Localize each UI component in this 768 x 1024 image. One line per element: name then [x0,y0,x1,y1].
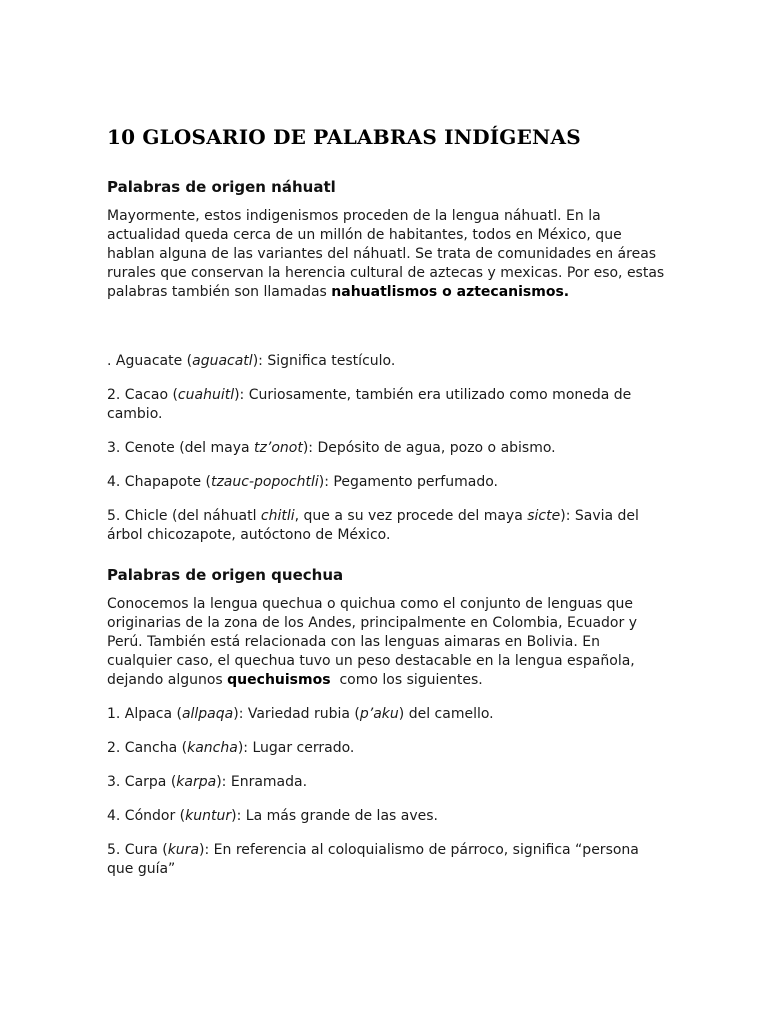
list-item [107,507,667,545]
item-etymon: karpa [176,774,217,790]
list-item [107,807,667,826]
intro-text-after: como los siguientes. [330,672,483,688]
item-prefix: 1. Alpaca ( [107,706,182,722]
section-heading-nahuatl: Palabras de origen náhuatl [107,178,336,196]
list-item [107,352,667,371]
list-item [107,739,667,758]
item-prefix: 4. Chapapote ( [107,474,211,490]
item-prefix: 3. Cenote (del maya [107,440,255,456]
item-prefix: 2. Cacao ( [107,387,178,403]
item-etymon: cuahuitl [177,387,235,403]
intro-text: Conocemos la lengua quechua o quichua como el conjunto de lenguas que originarias de la zona de los Andes, principalmente en Colombia, Ecuador y Perú. También está relacionada con las lenguas aimaras en Bolivia. En cualquier caso, el quechua tuvo un peso destacable en la lengua española, dejando algunos [107,596,637,688]
item-etymon: tz’onot [254,440,303,456]
item-definition: ): Enramada. [216,774,308,790]
item-etymon: aguacatl [192,353,253,369]
item-etymon: kancha [187,740,238,756]
item-prefix: . Aguacate ( [107,353,193,369]
item-etymon-secondary: p’aku [359,706,399,722]
list-item [107,473,667,492]
item-etymon-secondary: sicte [527,508,561,524]
item-definition: ): Pegamento perfumado. [318,474,498,490]
item-definition: ) del camello. [398,706,494,722]
item-prefix: 4. Cóndor ( [107,808,186,824]
item-etymon: tzauc-popochtli [210,474,319,490]
item-etymon: kura [167,842,200,858]
item-definition: ): Curiosamente, también era utilizado como moneda de cambio. [107,387,632,422]
item-definition: ): Significa testículo. [252,353,396,369]
section-heading-quechua: Palabras de origen quechua [107,566,344,584]
item-prefix: 3. Carpa ( [107,774,177,790]
item-definition: ): Lugar cerrado. [237,740,355,756]
item-etymon: kuntur [185,808,232,824]
item-prefix: 5. Cura ( [107,842,168,858]
list-item [107,439,667,458]
item-definition: ): Savia del árbol chicozapote, autóctono de México. [107,508,639,543]
item-definition: ): Depósito de agua, pozo o abismo. [302,440,556,456]
intro-bold-term: nahuatlismos o aztecanismos. [331,284,570,300]
item-etymon: allpaqa [181,706,234,722]
item-middle: , que a su vez procede del maya [294,508,528,524]
document-page [107,122,667,894]
item-etymon: chitli [260,508,295,524]
page-title: 10 GLOSARIO DE PALABRAS INDÍGENAS [107,125,581,149]
intro-text: Mayormente, estos indigenismos proceden de la lengua náhuatl. En la actualidad queda cerca de un millón de habitantes, todos en México, que hablan alguna de las variantes del náhuatl. Se trata de comunidades en áreas rurales que conservan la herencia cultural de aztecas y mexicas. Por eso, estas palabras también son llamadas [107,208,665,300]
list-item [107,841,667,879]
item-middle: ): Variedad rubia ( [233,706,360,722]
list-item [107,386,667,424]
quechua-word-list [107,705,667,879]
intro-paragraph-quechua [107,595,667,690]
item-prefix: 2. Cancha ( [107,740,188,756]
intro-bold-term: quechuismos [227,672,331,688]
list-item [107,773,667,792]
list-item [107,705,667,724]
item-prefix: 5. Chicle (del náhuatl [107,508,261,524]
nahuatl-word-list [107,352,667,545]
item-definition: ): En referencia al coloquialismo de párroco, significa “persona que guía” [107,842,639,877]
intro-paragraph-nahuatl [107,207,667,302]
item-definition: ): La más grande de las aves. [231,808,438,824]
